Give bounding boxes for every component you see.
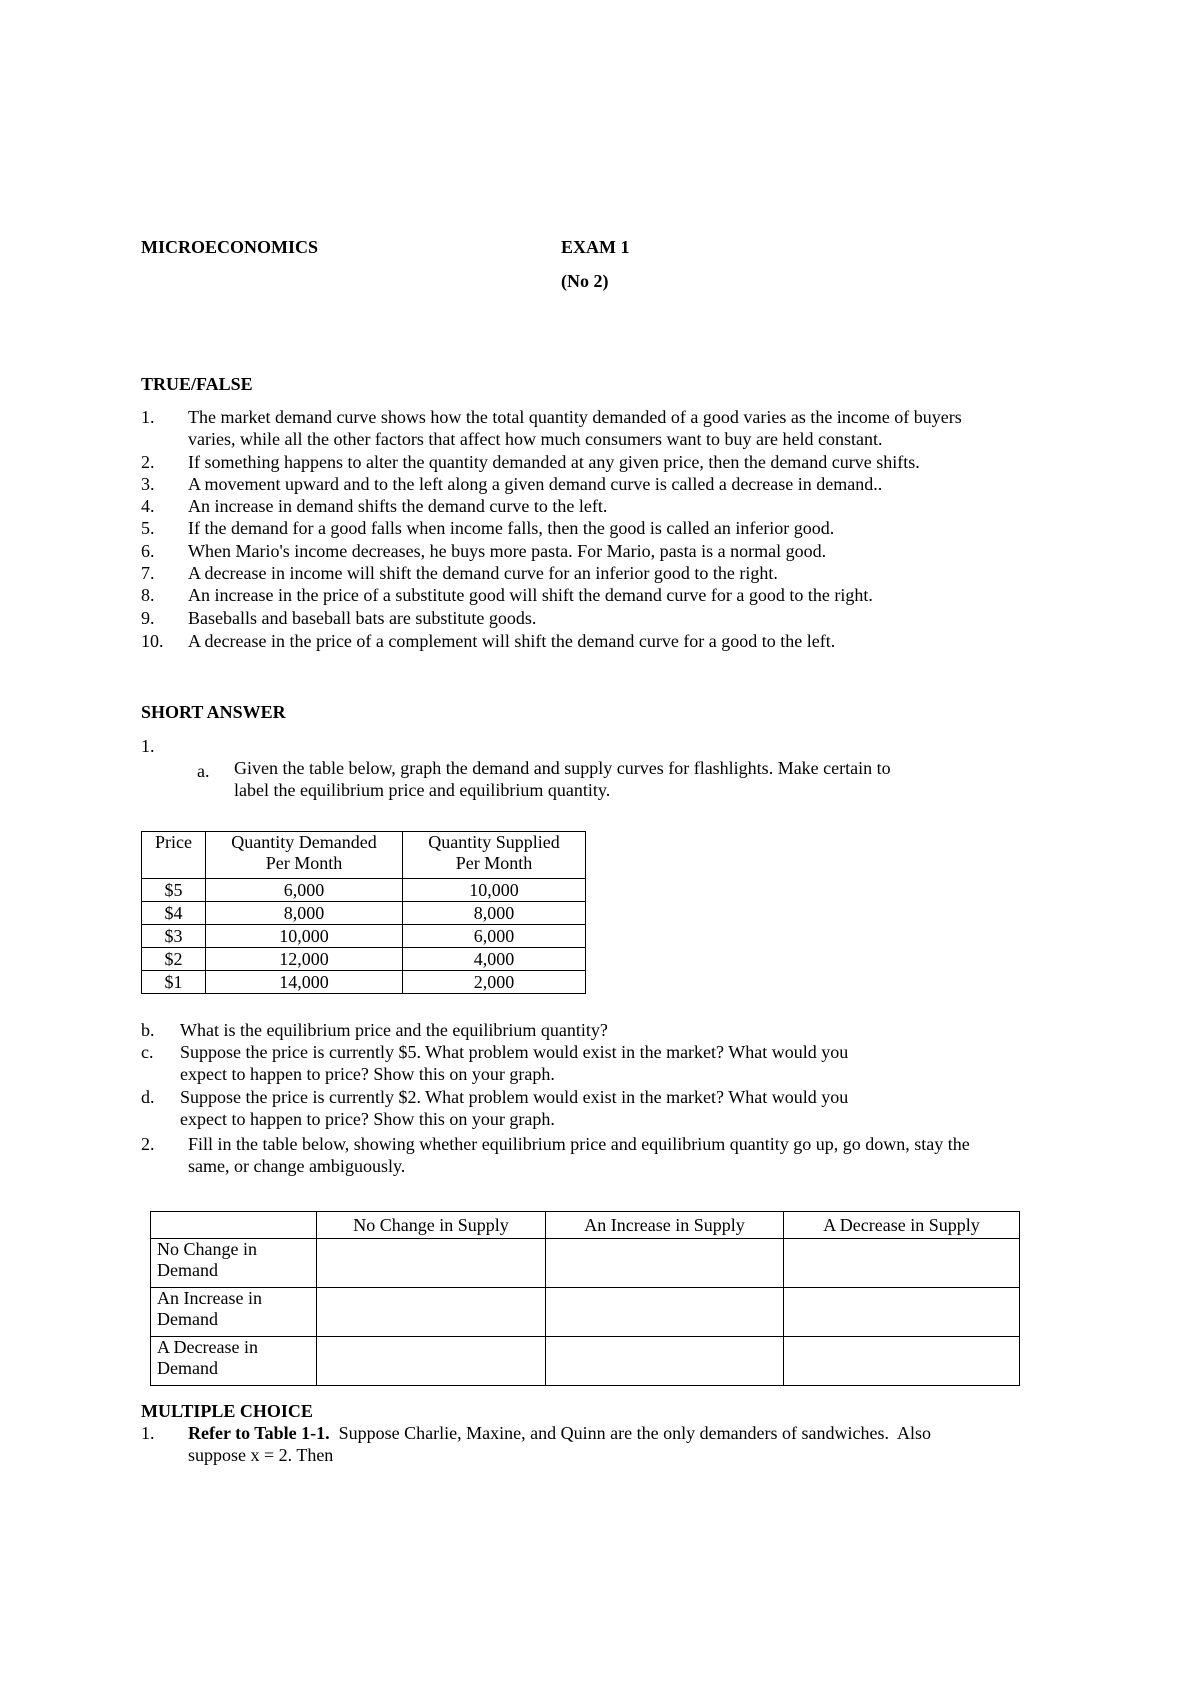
item-text: An increase in demand shifts the demand curve to the left.	[188, 496, 608, 516]
question-text	[188, 1422, 931, 1444]
table-row	[142, 925, 586, 948]
item-text: A movement upward and to the left along a given demand curve is called a decrease in demand..	[188, 474, 883, 494]
subquestion-label: b.	[141, 1020, 155, 1040]
column-header-decrease-supply: A Decrease in Supply	[784, 1212, 1020, 1239]
answer-cell[interactable]	[784, 1288, 1020, 1337]
subquestion-text: Given the table below, graph the demand and supply curves for flashlights. Make certain to	[234, 758, 891, 778]
table-cell: $2	[142, 948, 206, 971]
table-header-row	[142, 832, 586, 879]
answer-cell[interactable]	[784, 1239, 1020, 1288]
item-number: 10.	[141, 631, 164, 651]
short-answer-heading: SHORT ANSWER	[141, 702, 286, 722]
table-header-row	[151, 1212, 1020, 1239]
table-row	[151, 1288, 1020, 1337]
multiple-choice-heading: MULTIPLE CHOICE	[141, 1401, 313, 1421]
table-cell: 14,000	[206, 971, 403, 994]
item-text: An increase in the price of a substitute good will shift the demand curve for a good to the right.	[188, 585, 873, 605]
true-false-heading: TRUE/FALSE	[141, 374, 253, 394]
item-number: 8.	[141, 585, 155, 605]
table-row	[142, 902, 586, 925]
table-cell: 10,000	[206, 925, 403, 948]
row-header-no-change-demand: No Change in Demand	[151, 1239, 317, 1288]
subquestion-text: expect to happen to price? Show this on your graph.	[180, 1064, 555, 1084]
item-text: When Mario's income decreases, he buys more pasta. For Mario, pasta is a normal good.	[188, 541, 827, 561]
column-header-quantity-supplied: Quantity Supplied Per Month	[403, 832, 586, 879]
column-header-no-change-supply: No Change in Supply	[317, 1212, 546, 1239]
item-text: varies, while all the other factors that affect how much consumers want to buy are held constant.	[188, 429, 883, 449]
answer-cell[interactable]	[546, 1239, 784, 1288]
table-cell: 8,000	[206, 902, 403, 925]
course-title: MICROECONOMICS	[141, 237, 319, 257]
question-number: 1.	[141, 1423, 155, 1443]
table-cell: 6,000	[206, 879, 403, 902]
column-header-quantity-demanded: Quantity Demanded Per Month	[206, 832, 403, 879]
table-reference: Refer to Table 1-1.	[188, 1423, 330, 1443]
table-row	[142, 879, 586, 902]
item-text: If something happens to alter the quantity demanded at any given price, then the demand curve shifts.	[188, 452, 920, 472]
table-cell: $5	[142, 879, 206, 902]
column-header-increase-supply: An Increase in Supply	[546, 1212, 784, 1239]
table-cell: 10,000	[403, 879, 586, 902]
item-number: 6.	[141, 541, 155, 561]
table-row	[142, 971, 586, 994]
subquestion-label: d.	[141, 1087, 155, 1107]
table-cell: $4	[142, 902, 206, 925]
item-number: 4.	[141, 496, 155, 516]
item-number: 7.	[141, 563, 155, 583]
exam-number: (No 2)	[561, 271, 609, 291]
answer-cell[interactable]	[317, 1239, 546, 1288]
table-row	[142, 948, 586, 971]
item-number: 1.	[141, 407, 155, 427]
supply-demand-table	[141, 831, 586, 994]
table-cell: 12,000	[206, 948, 403, 971]
question-text-continued: Suppose Charlie, Maxine, and Quinn are the only demanders of sandwiches. Also	[329, 1423, 932, 1443]
subquestion-text: What is the equilibrium price and the equilibrium quantity?	[180, 1020, 608, 1040]
item-text: The market demand curve shows how the total quantity demanded of a good varies as the income of buyers	[188, 407, 962, 427]
column-header-price: Price	[142, 832, 206, 879]
question-text: same, or change ambiguously.	[188, 1156, 406, 1176]
subquestion-text: Suppose the price is currently $5. What problem would exist in the market? What would you	[180, 1042, 849, 1062]
subquestion-text: Suppose the price is currently $2. What problem would exist in the market? What would you	[180, 1087, 849, 1107]
item-number: 9.	[141, 608, 155, 628]
question-text: Fill in the table below, showing whether equilibrium price and equilibrium quantity go up, go down, stay the	[188, 1134, 970, 1154]
corner-header	[151, 1212, 317, 1239]
subquestion-label: a.	[197, 761, 210, 781]
table-cell: $1	[142, 971, 206, 994]
table-cell: $3	[142, 925, 206, 948]
table-row	[151, 1337, 1020, 1386]
item-text: Baseballs and baseball bats are substitute goods.	[188, 608, 537, 628]
table-cell: 4,000	[403, 948, 586, 971]
row-header-decrease-demand: A Decrease in Demand	[151, 1337, 317, 1386]
item-number: 3.	[141, 474, 155, 494]
item-text: A decrease in income will shift the demand curve for an inferior good to the right.	[188, 563, 778, 583]
question-text: suppose x = 2. Then	[188, 1445, 334, 1465]
answer-cell[interactable]	[546, 1337, 784, 1386]
item-text: If the demand for a good falls when income falls, then the good is called an inferior good.	[188, 518, 835, 538]
answer-cell[interactable]	[546, 1288, 784, 1337]
question-number: 1.	[141, 736, 155, 756]
table-cell: 2,000	[403, 971, 586, 994]
table-cell: 8,000	[403, 902, 586, 925]
supply-demand-change-table	[150, 1211, 1020, 1386]
answer-cell[interactable]	[317, 1337, 546, 1386]
subquestion-label: c.	[141, 1042, 154, 1062]
item-number: 2.	[141, 452, 155, 472]
answer-cell[interactable]	[317, 1288, 546, 1337]
subquestion-text: label the equilibrium price and equilibrium quantity.	[234, 780, 611, 800]
item-text: A decrease in the price of a complement will shift the demand curve for a good to the left.	[188, 631, 836, 651]
row-header-increase-demand: An Increase in Demand	[151, 1288, 317, 1337]
table-row	[151, 1239, 1020, 1288]
item-number: 5.	[141, 518, 155, 538]
subquestion-text: expect to happen to price? Show this on your graph.	[180, 1109, 555, 1129]
exam-title: EXAM 1	[561, 237, 630, 257]
question-number: 2.	[141, 1134, 155, 1154]
table-cell: 6,000	[403, 925, 586, 948]
answer-cell[interactable]	[784, 1337, 1020, 1386]
